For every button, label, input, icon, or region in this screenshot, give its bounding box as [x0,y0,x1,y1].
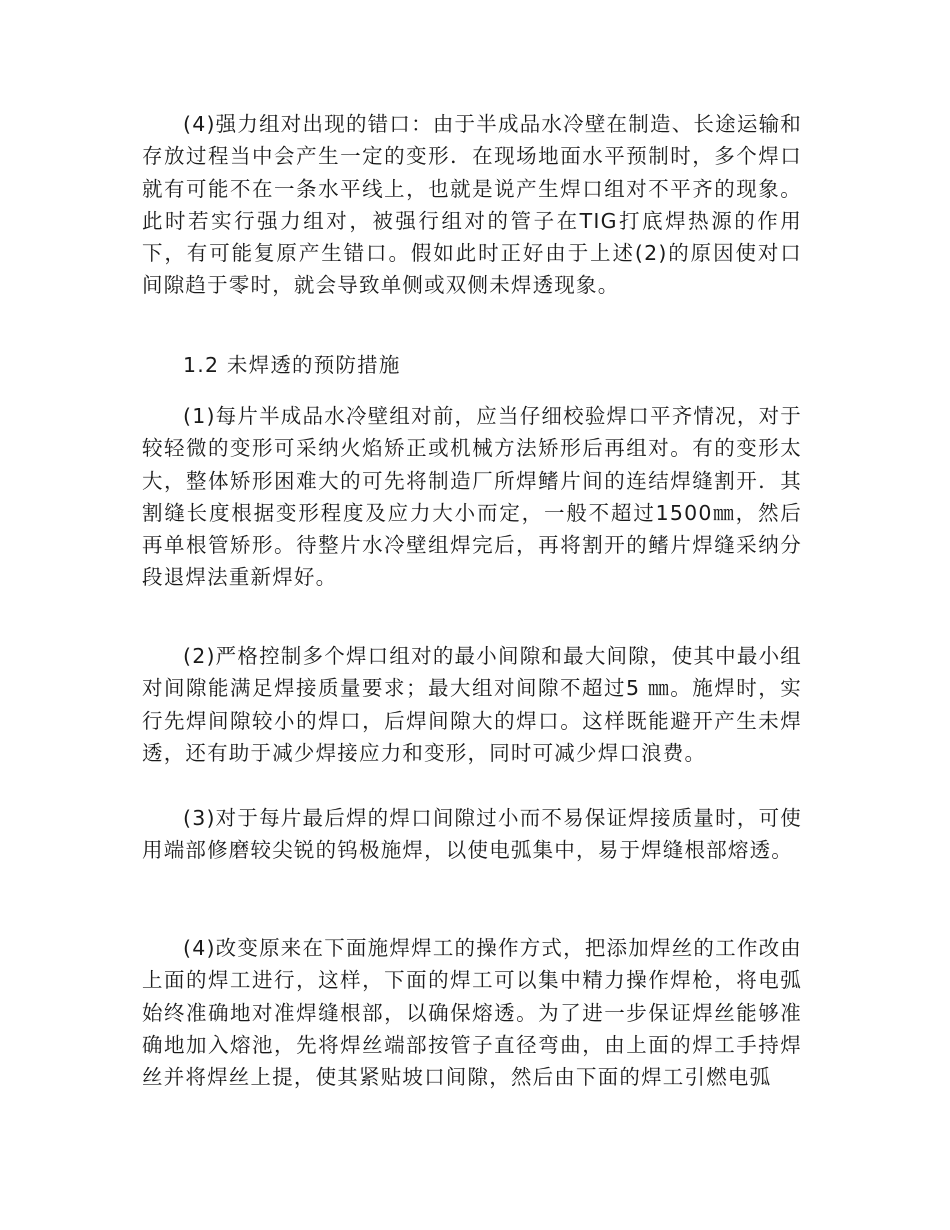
paragraph-measure-1: (1)每片半成品水冷壁组对前，应当仔细校验焊口平齐情况，对于较轻微的变形可采纳火焰矫正或机械方法矫形后再组对。有的变形太大，整体矫形困难大的可先将制造厂所焊鳍片间的连结焊缝割开．其割缝长度根据变形程度及应力大小而定，一般不超过1500㎜，然后再单根管矫形。待整片水冷壁组焊完后，再将割开的鳍片焊缝采纳分段退焊法重新焊好。 [142,404,802,590]
paragraph-measure-3: (3)对于每片最后焊的焊口间隙过小而不易保证焊接质量时，可使用端部修磨较尖锐的钨极施焊，以使电弧集中，易于焊缝根部熔透。 [142,806,802,863]
paragraph-misalignment-cause: (4)强力组对出现的错口：由于半成品水冷壁在制造、长途运输和存放过程当中会产生一定的变形．在现场地面水平预制时，多个焊口就有可能不在一条水平线上，也就是说产生焊口组对不平齐的现象。此时若实行强力组对，被强行组对的管子在TIG打底焊热源的作用下，有可能复原产生错口。假如此时正好由于上述(2)的原因使对口间隙趋于零时，就会导致单侧或双侧未焊透现象。 [142,112,802,298]
paragraph-measure-2: (2)严格控制多个焊口组对的最小间隙和最大间隙，使其中最小组对间隙能满足焊接质量要求；最大组对间隙不超过5 ㎜。施焊时，实行先焊间隙较小的焊口，后焊间隙大的焊口。这样既能避开产生未焊透，还有助于减少焊接应力和变形，同时可减少焊口浪费。 [142,644,802,765]
paragraph-measure-4: (4)改变原来在下面施焊焊工的操作方式，把添加焊丝的工作改由上面的焊工进行，这样，下面的焊工可以集中精力操作焊枪，将电弧始终准确地对准焊缝根部，以确保熔透。为了进一步保证焊丝能够准确地加入熔池，先将焊丝端部按管子直径弯曲，由上面的焊工手持焊丝并将焊丝上提，使其紧贴坡口间隙，然后由下面的焊工引燃电弧 [142,936,802,1090]
section-heading: 1.2 未焊透的预防措施 [183,353,401,377]
